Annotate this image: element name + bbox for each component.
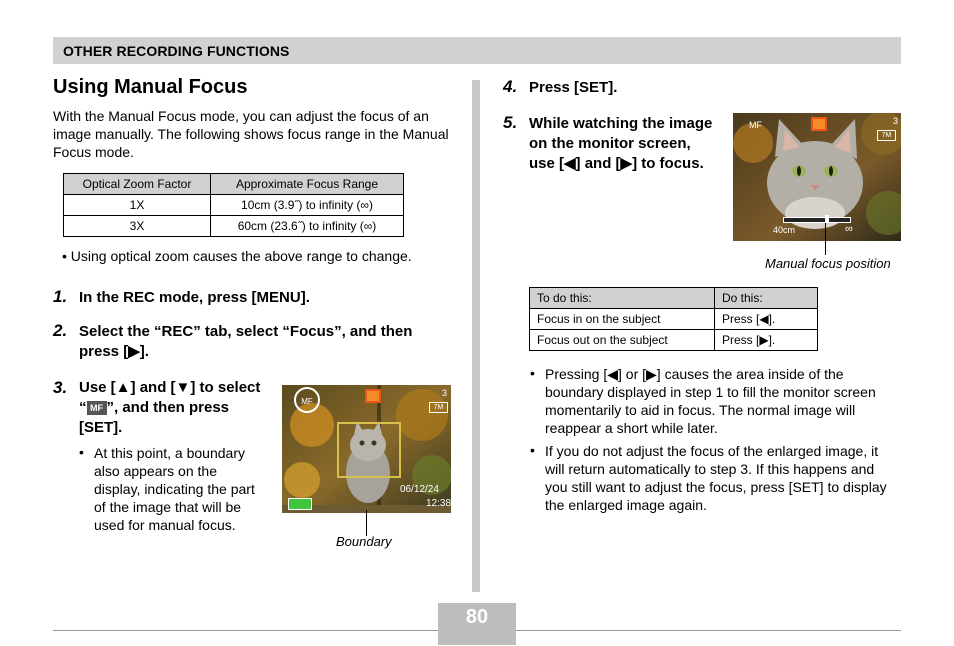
- lcd-photo-enlarged: [733, 113, 901, 241]
- step-3-text-pre: Use [▲] and [▼] to select “: [79, 379, 261, 416]
- table-header-row: [64, 174, 404, 195]
- lcd-photo-boundary: [282, 385, 451, 513]
- table-cell: Press [▶].: [715, 330, 818, 351]
- image-size-icon: 7M: [877, 130, 896, 141]
- table-cell: Press [◀].: [715, 309, 818, 330]
- table-cell: 10cm (3.9˝) to infinity (∞): [211, 195, 404, 216]
- mf-badge: MF: [294, 387, 320, 413]
- page-number: 80: [465, 606, 489, 628]
- infinity-label: ∞: [845, 223, 853, 235]
- step-3-text-post: ”, and then press [SET].: [79, 399, 230, 436]
- shot-count: 3: [893, 116, 899, 126]
- table-header-cell: Optical Zoom Factor: [64, 174, 211, 195]
- step-2-text: Select the “REC” tab, select “Focus”, and then press [▶].: [79, 323, 413, 360]
- focus-scale-marker: [825, 215, 829, 223]
- boundary-caption: Boundary: [336, 534, 392, 549]
- step-4-text: Press [SET].: [529, 79, 618, 96]
- caption-leader-line: [825, 223, 826, 255]
- step-3-number: 3.: [53, 378, 68, 397]
- table-cell: 1X: [64, 195, 211, 216]
- bullet-dot: •: [530, 442, 535, 458]
- shot-count: 3: [442, 388, 448, 398]
- table-header-cell: Approximate Focus Range: [211, 174, 404, 195]
- operation-table: [529, 287, 818, 351]
- table-cell: Focus out on the subject: [530, 330, 715, 351]
- mf-badge: MF: [749, 120, 762, 130]
- step-1-number: 1.: [53, 287, 68, 306]
- table-header-cell: Do this:: [715, 288, 818, 309]
- zoom-note: • Using optical zoom causes the above range to change.: [62, 248, 412, 264]
- manual-focus-caption: Manual focus position: [765, 256, 891, 271]
- column-divider: [472, 80, 480, 592]
- table-cell: 60cm (23.6˝) to infinity (∞): [211, 216, 404, 237]
- bullet-dot: •: [530, 365, 535, 381]
- date-display: 06/12/24: [400, 484, 439, 495]
- bullet-dot: •: [79, 444, 84, 460]
- table-row: [530, 309, 818, 330]
- section-header: [53, 37, 901, 64]
- focus-boundary-frame: [337, 422, 401, 478]
- table-cell: 3X: [64, 216, 211, 237]
- intro-paragraph: With the Manual Focus mode, you can adjust the focus of an image manually. The following shows focus range in the Manual Focus mode.: [53, 108, 449, 160]
- focus-distance-label: 40cm: [773, 225, 796, 235]
- section-title: OTHER RECORDING FUNCTIONS: [63, 43, 290, 59]
- time-display: 12:38: [426, 498, 452, 509]
- step-3-text: [79, 378, 264, 438]
- image-size-icon: 7M: [429, 402, 448, 413]
- step-3-bullet: At this point, a boundary also appears on the display, indicating the part of the image that will be used for manual focus.: [94, 445, 255, 533]
- manual-focus-icon: MF: [87, 401, 107, 415]
- page-number-box: [438, 603, 516, 645]
- flash-icon: [365, 389, 381, 403]
- table-header-row: [530, 288, 818, 309]
- focus-scale-bar: [783, 217, 851, 223]
- focus-range-table: [63, 173, 404, 237]
- step-1-text: In the REC mode, press [MENU].: [79, 289, 310, 306]
- step-4-number: 4.: [503, 77, 518, 96]
- table-row: [530, 330, 818, 351]
- step-5-text: While watching the image on the monitor screen, use [◀] and [▶] to focus.: [529, 115, 713, 172]
- page-title: Using Manual Focus: [53, 76, 248, 98]
- table-row: [64, 195, 404, 216]
- battery-icon: [288, 498, 312, 510]
- caption-leader-line: [366, 510, 367, 536]
- bullet-item: If you do not adjust the focus of the enlarged image, it will return automatically to step 3. If this happens and you still want to adjust the focus, press [SET] to display the enlarged image again.: [545, 443, 887, 513]
- table-row: [64, 216, 404, 237]
- table-header-cell: To do this:: [530, 288, 715, 309]
- step-2-number: 2.: [53, 321, 68, 340]
- bullet-item: Pressing [◀] or [▶] causes the area inside of the boundary displayed in step 1 to fill the monitor screen momentarily to aid in focus. The normal image will reappear a short while later.: [545, 366, 876, 436]
- step-5-number: 5.: [503, 113, 518, 132]
- table-cell: Focus in on the subject: [530, 309, 715, 330]
- flash-icon: [811, 117, 827, 131]
